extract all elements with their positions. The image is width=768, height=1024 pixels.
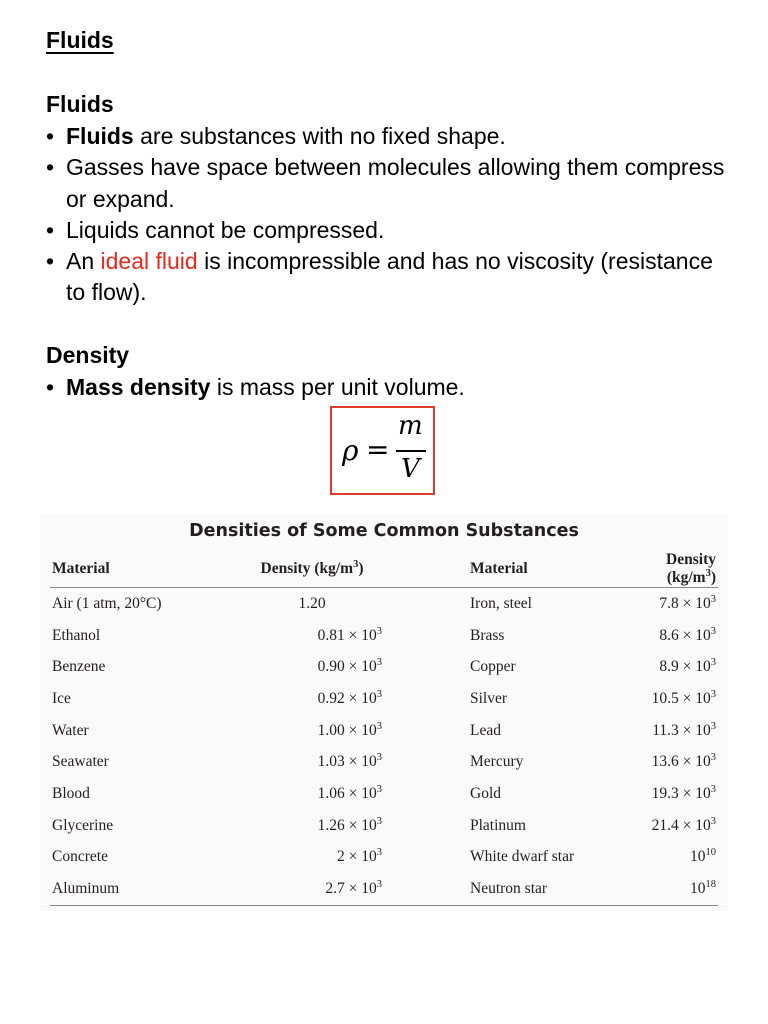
cell-material: Aluminum [50, 873, 222, 905]
table-row [50, 746, 718, 778]
cell-density [222, 620, 402, 652]
cell-material: Silver [470, 689, 508, 707]
table-row [50, 873, 718, 905]
cell-material: Neutron star [402, 873, 620, 905]
density-value: 7.8 × 10 [659, 594, 711, 612]
cell-density [222, 873, 402, 905]
cell-material: Brass [470, 626, 505, 644]
density-value: 21.4 × 10 [651, 816, 711, 834]
header-material: Material [50, 551, 222, 588]
table-row [50, 651, 718, 683]
density-exponent: 3 [376, 783, 382, 795]
density-bullet-list [46, 372, 736, 403]
density-value: 8.6 × 10 [659, 626, 711, 644]
header-density-text: Density (kg/m [666, 551, 716, 586]
cell-density [222, 810, 402, 842]
density-exponent: 3 [376, 752, 382, 764]
list-item [46, 246, 736, 309]
cell-density [222, 778, 402, 810]
cell-material: Copper [470, 658, 516, 676]
term-ideal-fluid: ideal fluid [100, 248, 198, 275]
cell-material: Ethanol [52, 626, 101, 644]
cell-density [222, 683, 402, 715]
density-value: 2 × 10 [337, 848, 377, 866]
bullet-icon: • [46, 374, 55, 400]
cell-material: Lead [470, 721, 501, 739]
density-exponent: 3 [376, 625, 382, 637]
bullet-icon: • [46, 216, 55, 243]
cell-density [620, 620, 718, 652]
bullet-text: are substances with no fixed shape. [133, 123, 506, 149]
cell-density [222, 588, 402, 620]
density-value: 10 [690, 880, 706, 898]
density-exponent: 3 [376, 657, 382, 669]
density-exponent: 3 [376, 879, 382, 891]
bullet-text: is mass per unit volume. [210, 374, 465, 400]
cell-density [620, 651, 718, 683]
cell-density [620, 842, 718, 874]
cell-material: Platinum [470, 816, 526, 834]
density-exponent: 3 [376, 688, 382, 700]
density-value: 0.90 × 10 [317, 658, 377, 676]
bullet-text: is incompressible and has no viscosity (resistance to flow). [66, 248, 713, 306]
bullet-icon: • [46, 154, 55, 181]
header-density-exponent: 3 [705, 568, 711, 579]
cell-material: Iron, steel [470, 594, 532, 612]
table-row [50, 778, 718, 810]
list-item [46, 152, 736, 215]
density-value: 11.3 × 10 [652, 721, 711, 739]
cell-density [620, 746, 718, 778]
density-exponent: 3 [376, 815, 382, 827]
density-exponent: 3 [710, 688, 716, 700]
density-value: 13.6 × 10 [651, 753, 711, 771]
density-value: 10 [690, 848, 706, 866]
table-row [50, 810, 718, 842]
bullet-text: Liquids cannot be compressed. [66, 216, 385, 243]
bullet-icon: • [46, 123, 55, 149]
density-value: 1.20 [298, 594, 326, 612]
density-exponent: 3 [710, 720, 716, 732]
density-exponent: 3 [710, 625, 716, 637]
table-row [50, 588, 718, 620]
density-table [50, 551, 718, 906]
cell-density [620, 683, 718, 715]
density-value: 1.03 × 10 [317, 753, 377, 771]
density-table-panel [40, 515, 728, 911]
cell-material: White dwarf star [470, 848, 575, 866]
fraction-bar [396, 450, 426, 452]
table-header-row [50, 551, 718, 588]
bullet-icon: • [46, 248, 55, 275]
bullet-text: Gasses have space between molecules allowing them compress or expand. [66, 154, 725, 212]
formula-denominator: V [401, 454, 420, 484]
cell-material: Mercury [470, 753, 524, 771]
formula-rho: ρ [342, 434, 359, 467]
header-density [620, 551, 718, 588]
density-value: 8.9 × 10 [659, 658, 711, 676]
header-density-exponent: 3 [353, 559, 359, 570]
cell-material: Ice [52, 689, 71, 707]
header-density-close: ) [358, 560, 364, 577]
density-value: 1.06 × 10 [317, 784, 377, 802]
list-item [46, 215, 736, 246]
cell-material: Gold [470, 784, 501, 802]
list-item [46, 372, 736, 403]
cell-density [620, 778, 718, 810]
cell-density [620, 715, 718, 747]
density-exponent: 3 [710, 752, 716, 764]
cell-density [222, 842, 402, 874]
fluids-heading: Fluids [46, 91, 114, 117]
density-exponent: 3 [710, 783, 716, 795]
table-caption: Densities of Some Common Substances [189, 521, 579, 541]
cell-density [620, 873, 718, 905]
density-value: 0.92 × 10 [317, 689, 377, 707]
cell-density [222, 651, 402, 683]
density-value: 1.00 × 10 [317, 721, 377, 739]
bullet-text: An [66, 248, 101, 275]
density-formula [330, 406, 435, 495]
formula-numerator: m [398, 411, 423, 441]
cell-material: Concrete [52, 848, 108, 866]
header-density [222, 551, 402, 588]
cell-material: Glycerine [52, 816, 114, 834]
density-value: 2.7 × 10 [325, 880, 377, 898]
cell-density [222, 715, 402, 747]
term-fluids: Fluids [66, 123, 134, 149]
density-exponent: 18 [705, 879, 716, 891]
table-row [50, 683, 718, 715]
term-mass-density: Mass density [66, 374, 211, 400]
density-value: 0.81 × 10 [317, 626, 377, 644]
cell-material: Benzene [52, 658, 106, 676]
header-density-close: ) [710, 569, 716, 586]
cell-material: Water [52, 721, 89, 739]
header-material: Material [402, 551, 620, 588]
cell-material: Air (1 atm, 20°C) [52, 594, 162, 612]
density-exponent: 3 [376, 720, 382, 732]
cell-material: Seawater [52, 753, 109, 771]
header-density-text: Density (kg/m [260, 560, 354, 577]
formula-equals: = [366, 433, 390, 466]
page-title: Fluids [46, 27, 114, 53]
table-row [50, 715, 718, 747]
density-value: 1.26 × 10 [317, 816, 377, 834]
density-exponent: 10 [705, 847, 716, 859]
density-value: 19.3 × 10 [651, 784, 711, 802]
density-exponent: 3 [710, 593, 716, 605]
table-row [50, 620, 718, 652]
cell-density [222, 746, 402, 778]
density-value: 10.5 × 10 [651, 689, 711, 707]
list-item [46, 121, 736, 152]
density-exponent: 3 [376, 847, 382, 859]
cell-material: Blood [52, 784, 90, 802]
density-exponent: 3 [710, 657, 716, 669]
fluids-bullet-list [46, 121, 736, 309]
cell-density [620, 588, 718, 620]
density-heading: Density [46, 342, 130, 368]
table-body [50, 588, 718, 906]
density-exponent: 3 [710, 815, 716, 827]
table-row [50, 842, 718, 874]
cell-density [620, 810, 718, 842]
